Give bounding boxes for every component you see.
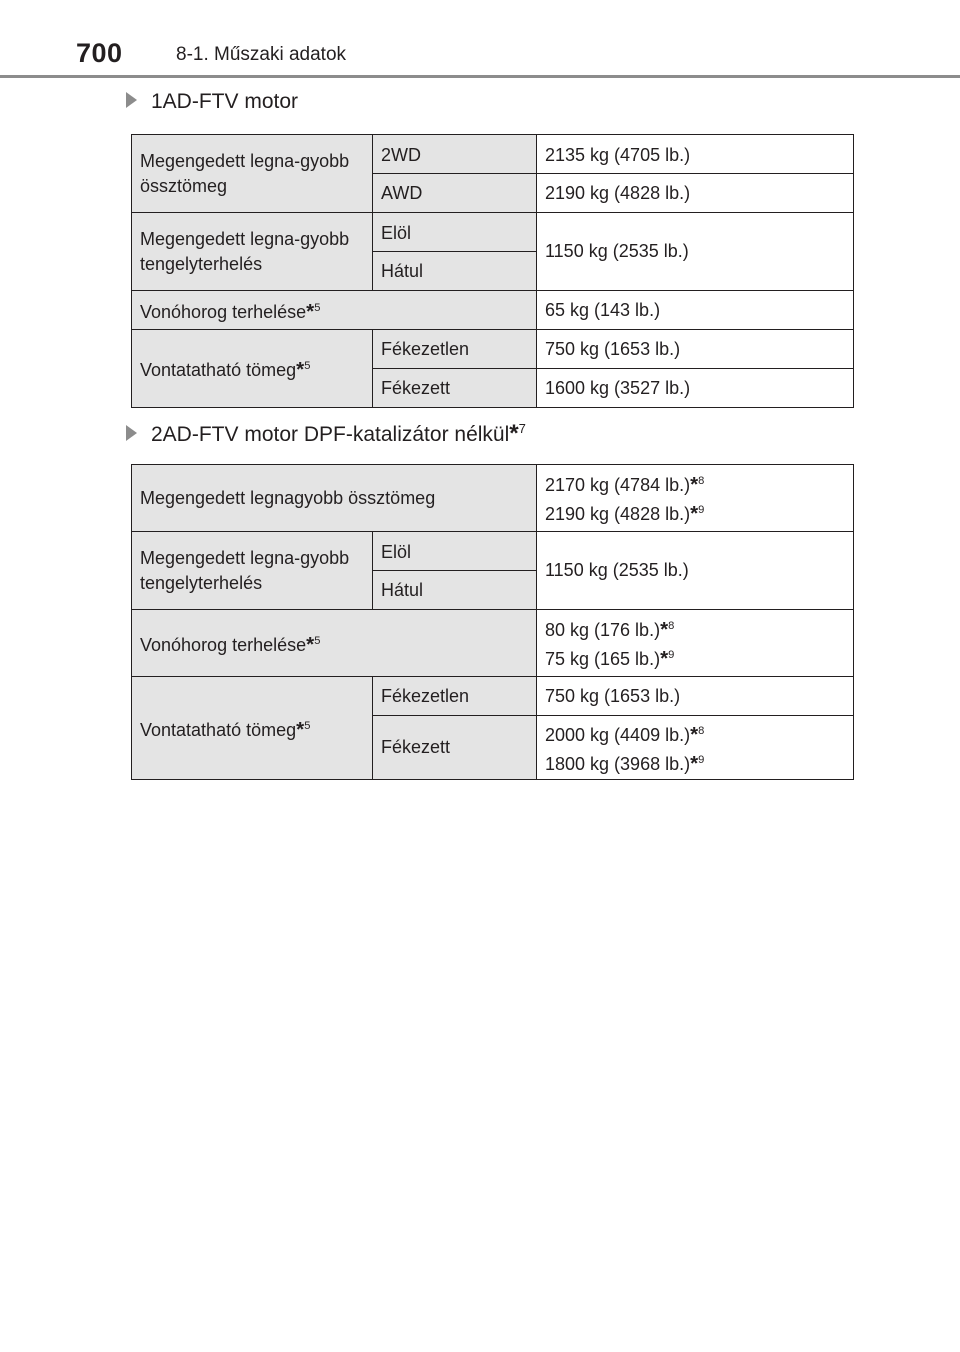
value-text: 2000 kg (4409 lb.) [545,724,691,745]
table-row [132,135,854,174]
value-cell: 65 kg (143 lb.) [537,291,854,330]
label-cell: Megengedett legna-gyobb tengelyterhelés [132,532,373,610]
value-text: 2190 kg (4828 lb.) [545,504,691,524]
value-cell [537,610,854,677]
asterisk-icon: * [306,299,315,323]
page-header [0,0,960,80]
value-cell: 1150 kg (2535 lb.) [537,213,854,291]
asterisk-icon: * [690,751,699,775]
asterisk-icon: * [296,717,305,741]
sub-label-cell: AWD [373,174,537,213]
value-text: 80 kg (176 lb.) [545,620,661,640]
label-cell: Megengedett legna-gyobb tengelyterhelés [132,213,373,291]
triangle-bullet-icon [126,92,137,108]
sub-label-cell: Hátul [373,571,537,610]
table-row [132,610,854,677]
sub-label-cell: Fékezett [373,369,537,408]
label-cell [132,677,373,780]
section2-heading [126,420,526,448]
table-row [132,291,854,330]
footnote-ref: 5 [314,301,321,314]
label-cell [132,330,373,408]
header-divider [0,75,960,78]
footnote-ref: 8 [698,475,705,487]
footnote-ref: 8 [668,620,675,632]
sub-label-cell: Hátul [373,252,537,291]
label-cell: Megengedett legnagyobb össztömeg [132,465,537,532]
table-row [132,213,854,252]
footnote-ref: 9 [698,504,705,516]
footnote-ref: 7 [518,421,526,436]
asterisk-icon: * [660,618,669,641]
sub-label-cell: Fékezetlen [373,677,537,716]
label-cell [132,291,537,330]
footnote-ref: 5 [304,719,311,732]
asterisk-icon: * [306,632,315,656]
section1-table [131,134,854,408]
label-text: Vonóhorog terhelése [140,301,307,322]
table-row [132,532,854,571]
asterisk-icon: * [296,358,305,381]
footnote-ref: 9 [698,753,705,766]
section1-heading [126,90,298,114]
footnote-ref: 8 [698,724,705,737]
footnote-ref: 9 [668,649,675,661]
value-text: 2170 kg (4784 lb.) [545,475,691,495]
value-cell [537,716,854,780]
asterisk-icon: * [690,502,699,525]
label-cell [132,610,537,677]
sub-label-cell: Fékezetlen [373,330,537,369]
page-number: 700 [76,38,123,68]
value-cell: 750 kg (1653 lb.) [537,677,854,716]
label-text: Vontatatható tömeg [140,360,297,380]
section1-heading-text: 1AD-FTV motor [151,90,299,113]
sub-label-cell: Fékezett [373,716,537,780]
asterisk-icon: * [660,647,669,670]
section2-heading-text: 2AD-FTV motor DPF-katalizátor nélkül [151,423,510,446]
asterisk-icon: * [509,420,519,447]
triangle-bullet-icon [126,425,137,441]
asterisk-icon: * [690,473,699,496]
label-text: Vontatatható tömeg [140,719,297,740]
sub-label-cell: Elöl [373,213,537,252]
section-title: 8-1. Műszaki adatok [176,44,347,65]
table-row [132,677,854,716]
footnote-ref: 5 [314,634,321,647]
table-row [132,330,854,369]
table-row [132,465,854,532]
value-text: 1800 kg (3968 lb.) [545,753,691,774]
sub-label-cell: 2WD [373,135,537,174]
value-cell: 750 kg (1653 lb.) [537,330,854,369]
footnote-ref: 5 [304,360,311,372]
value-cell: 2190 kg (4828 lb.) [537,174,854,213]
value-cell: 1600 kg (3527 lb.) [537,369,854,408]
value-cell: 2135 kg (4705 lb.) [537,135,854,174]
label-text: Vonóhorog terhelése [140,634,307,655]
section2-table [131,464,854,780]
value-cell [537,465,854,532]
label-cell: Megengedett legna-gyobb össztömeg [132,135,373,213]
value-text: 75 kg (165 lb.) [545,649,661,669]
value-cell: 1150 kg (2535 lb.) [537,532,854,610]
asterisk-icon: * [690,722,699,746]
sub-label-cell: Elöl [373,532,537,571]
